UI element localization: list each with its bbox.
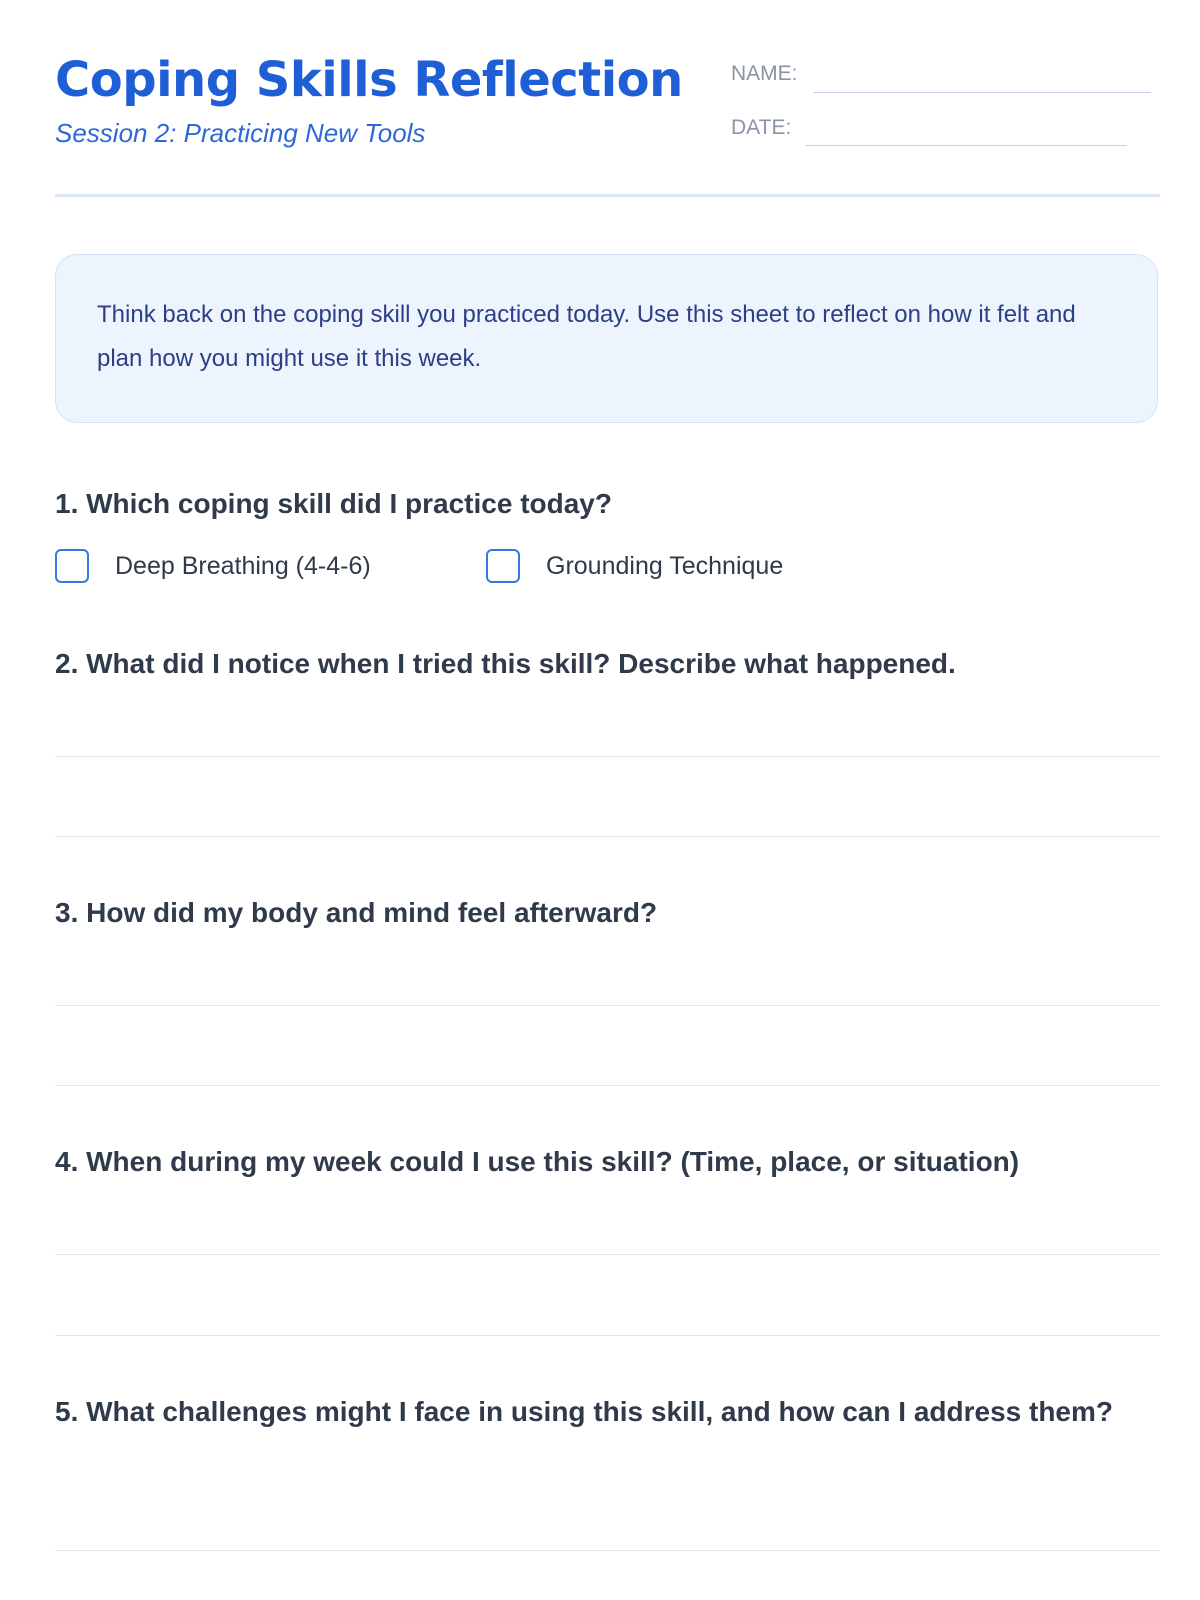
- answer-line-4a[interactable]: [55, 1254, 1160, 1255]
- intro-box: [55, 254, 1158, 423]
- answer-line-5a[interactable]: [55, 1550, 1160, 1551]
- question-2: 2. What did I notice when I tried this skill? Describe what happened.: [55, 648, 956, 679]
- date-field[interactable]: [805, 145, 1127, 146]
- answer-line-2a[interactable]: [55, 756, 1160, 757]
- page-title: Coping Skills Reflection: [55, 52, 683, 108]
- worksheet-page: [55, 0, 1160, 1600]
- question-3: 3. How did my body and mind feel afterward?: [55, 897, 658, 928]
- name-label: NAME:: [731, 62, 798, 85]
- answer-line-2b[interactable]: [55, 836, 1160, 837]
- header-divider: [55, 194, 1160, 197]
- answer-line-3b[interactable]: [55, 1085, 1160, 1086]
- option-label-grounding: Grounding Technique: [546, 551, 784, 580]
- intro-text: Think back on the coping skill you practiced today. Use this sheet to reflect on how it felt and plan how you might use it this week.: [97, 301, 1076, 372]
- date-label: DATE:: [731, 116, 792, 139]
- answer-line-4b[interactable]: [55, 1335, 1160, 1336]
- answer-line-3a[interactable]: [55, 1005, 1160, 1006]
- option-deep-breathing[interactable]: [55, 547, 371, 585]
- question-1: 1. Which coping skill did I practice today?: [55, 488, 612, 519]
- name-field[interactable]: [813, 92, 1151, 93]
- question-4: 4. When during my week could I use this skill? (Time, place, or situation): [55, 1146, 1020, 1177]
- option-label-deep-breathing: Deep Breathing (4-4-6): [115, 551, 371, 580]
- checkbox-deep-breathing[interactable]: [55, 549, 89, 583]
- option-grounding[interactable]: [486, 547, 783, 585]
- checkbox-grounding[interactable]: [486, 549, 520, 583]
- question-5: 5. What challenges might I face in using this skill, and how can I address them?: [55, 1396, 1113, 1427]
- page-subtitle: Session 2: Practicing New Tools: [55, 118, 426, 148]
